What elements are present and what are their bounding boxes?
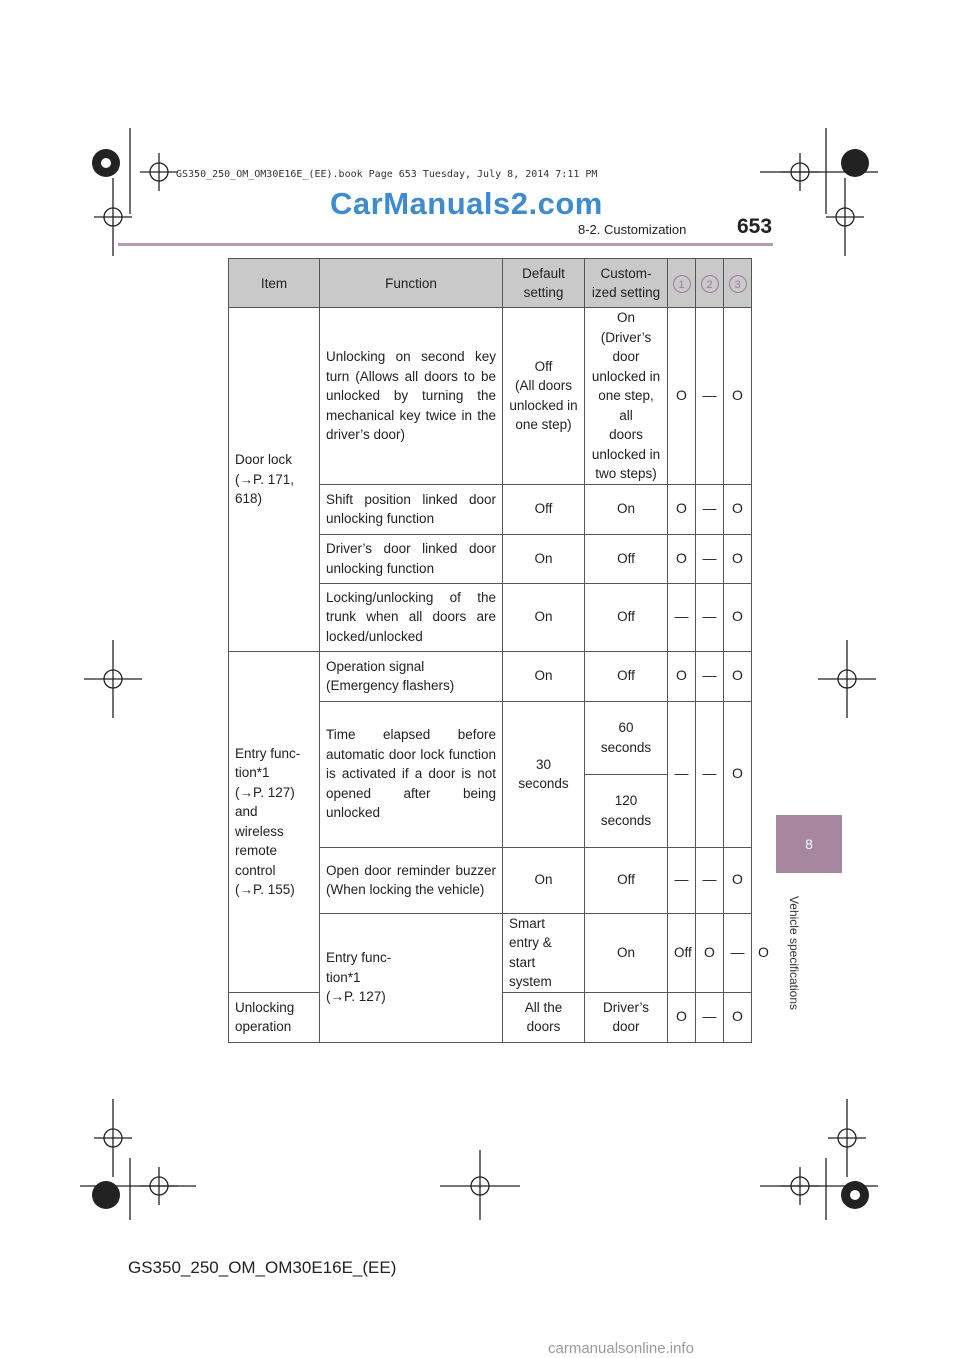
mark-col-1: O (668, 651, 696, 701)
mark-col-1: O (668, 992, 696, 1042)
table-row: Entry func- tion*1 (→P. 127) Smart entry & start system On Off O — O (229, 913, 752, 992)
header-function: Function (320, 259, 503, 308)
print-info-line: GS350_250_OM_OM30E16E_(EE).book Page 653 Tuesday, July 8, 2014 7:11 PM (176, 169, 598, 180)
function-cell: Unlocking operation (229, 992, 320, 1042)
item-entry-function: Entry func- tion*1 (→P. 127) (320, 913, 503, 1042)
custom-cell: Off (585, 583, 668, 651)
circled-number-3: 3 (729, 275, 747, 293)
default-cell: Off (503, 484, 585, 534)
function-cell: Driver’s door linked door unlocking function (320, 534, 503, 583)
custom-cell: 60 seconds (585, 701, 668, 774)
circled-number-1: 1 (673, 275, 691, 293)
mark-col-1: O (696, 913, 724, 992)
function-cell: Smart entry & start system (503, 913, 585, 992)
default-cell: All the doors (503, 992, 585, 1042)
section-title: 8-2. Customization (578, 222, 687, 237)
mark-col-2: — (696, 651, 724, 701)
custom-cell-alt: 120 seconds (585, 774, 668, 847)
mark-col-3: O (724, 484, 752, 534)
default-cell: On (503, 583, 585, 651)
function-cell: Locking/unlocking of the trunk when all doors are locked/unlocked (320, 583, 503, 651)
mark-col-3: O (724, 534, 752, 583)
function-cell: Time elapsed before automatic door lock function is activated if a door is not opened after being unlocked (320, 701, 503, 847)
mark-col-1: — (668, 701, 696, 847)
mark-col-2: — (696, 583, 724, 651)
mark-col-1: O (668, 308, 696, 485)
mark-col-2: — (696, 847, 724, 913)
watermark-top[interactable]: CarManuals2.com (330, 186, 603, 221)
mark-col-2: — (696, 992, 724, 1042)
table-row (229, 308, 752, 485)
custom-cell: Off (585, 651, 668, 701)
default-cell: 30 seconds (503, 701, 585, 847)
function-cell: Open door reminder buzzer (When locking the vehicle) (320, 847, 503, 913)
custom-cell: On (Driver’s door unlocked in one step, all doors unlocked in two steps) (585, 308, 668, 485)
mark-col-1: O (668, 484, 696, 534)
page-number: 653 (737, 215, 773, 238)
default-cell: On (503, 651, 585, 701)
customization-table (228, 258, 769, 1043)
function-cell: Unlocking on second key turn (Allows all doors to be unlocked by turning the mechanical key twice in the driver’s door) (320, 308, 503, 485)
mark-col-3: O (724, 583, 752, 651)
custom-cell: Driver’s door (585, 992, 668, 1042)
chapter-tab (776, 815, 842, 873)
function-cell: Shift position linked door unlocking function (320, 484, 503, 534)
header-item: Item (229, 259, 320, 308)
default-cell: Off (All doors unlocked in one step) (503, 308, 585, 485)
mark-col-3: O (724, 701, 752, 847)
mark-col-2: — (696, 534, 724, 583)
mark-col-1: O (668, 534, 696, 583)
mark-col-1: — (668, 583, 696, 651)
table-row (229, 651, 752, 701)
table-header-row (229, 259, 752, 308)
custom-cell: Off (585, 847, 668, 913)
mark-col-3: O (724, 308, 752, 485)
item-door-lock: Door lock (→P. 171, 618) (229, 308, 320, 652)
header-rule (118, 243, 773, 246)
function-cell: Operation signal (Emergency flashers) (320, 651, 503, 701)
starburst-mark (92, 149, 120, 177)
default-cell: On (503, 534, 585, 583)
header-col-1 (668, 259, 696, 308)
mark-col-2: — (724, 913, 752, 992)
mark-col-2: — (696, 701, 724, 847)
mark-col-3: O (724, 847, 752, 913)
custom-cell: Off (668, 913, 696, 992)
custom-cell: On (585, 484, 668, 534)
header-col-2 (696, 259, 724, 308)
watermark-bottom[interactable]: carmanualsonline.info (548, 1340, 694, 1357)
footer-document-code: GS350_250_OM_OM30E16E_(EE) (128, 1258, 397, 1277)
chapter-number: 8 (805, 836, 813, 852)
custom-cell: Off (585, 534, 668, 583)
chapter-label: Vehicle specifications (787, 895, 801, 1011)
mark-col-3: O (724, 992, 752, 1042)
circled-number-2: 2 (701, 275, 719, 293)
mark-col-1: — (668, 847, 696, 913)
header-default-setting: Default setting (503, 259, 585, 308)
default-cell: On (503, 847, 585, 913)
default-cell: On (585, 913, 668, 992)
item-entry-and-wireless: Entry func- tion*1 (→P. 127) and wireless remote control (→P. 155) (229, 651, 320, 992)
mark-col-2: — (696, 484, 724, 534)
mark-col-2: — (696, 308, 724, 485)
header-customized-setting: Custom- ized setting (585, 259, 668, 308)
mark-col-3: O (724, 651, 752, 701)
crosshair-target (140, 153, 178, 191)
header-col-3 (724, 259, 752, 308)
